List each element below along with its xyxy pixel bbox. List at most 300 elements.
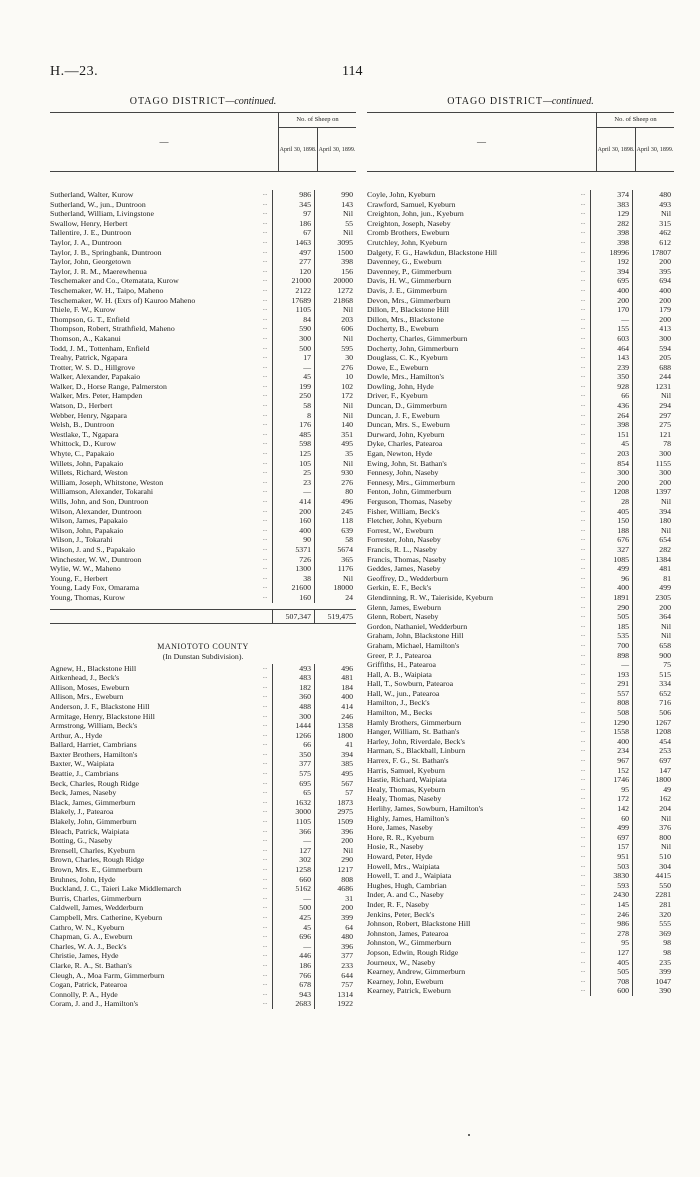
owner-name: Beck, James, Naseby xyxy=(50,788,117,798)
table-row xyxy=(50,487,356,497)
leader-dots: ... xyxy=(262,267,268,274)
leader-dots: ... xyxy=(262,373,268,380)
sheep-1899: Nil xyxy=(314,411,356,421)
sheep-1899: 658 xyxy=(632,641,674,651)
owner-name: Geoffrey, D., Wedderburn xyxy=(367,573,449,583)
sheep-1898: 377 xyxy=(272,759,314,769)
sheep-1898: 5371 xyxy=(272,545,314,555)
sheep-1899: 394 xyxy=(632,507,674,517)
sheep-1898: 464 xyxy=(590,344,632,354)
sheep-1899: 200 xyxy=(632,296,674,306)
sheep-1898: — xyxy=(272,942,314,952)
sheep-1898: 152 xyxy=(590,766,632,776)
leader-dots: ... xyxy=(580,977,586,984)
right-name-column-header: — xyxy=(477,137,486,147)
owner-name: Walker, Alexander, Papakaio xyxy=(50,372,141,382)
leader-dots: ... xyxy=(262,798,268,805)
sheep-1899: 297 xyxy=(632,411,674,421)
leader-dots: ... xyxy=(262,722,268,729)
table-row xyxy=(50,296,356,306)
table-row xyxy=(367,382,674,392)
sheep-1898: 239 xyxy=(590,363,632,373)
table-row xyxy=(50,574,356,584)
sheep-1898: 160 xyxy=(272,516,314,526)
sheep-1898: 188 xyxy=(590,526,632,536)
table-row xyxy=(50,248,356,258)
sheep-1899: 395 xyxy=(632,267,674,277)
owner-name: Bruhnes, John, Hyde xyxy=(50,874,116,884)
sheep-1899: 644 xyxy=(314,971,356,981)
leader-dots: ... xyxy=(580,478,586,485)
sheep-1898: 200 xyxy=(590,296,632,306)
table-row xyxy=(50,497,356,507)
table-row xyxy=(367,583,674,593)
leader-dots: ... xyxy=(580,459,586,466)
sheep-1898: 172 xyxy=(590,794,632,804)
owner-name: Wilson, John, Papakaio xyxy=(50,525,124,535)
sheep-1899: 2975 xyxy=(314,807,356,817)
sheep-1898: 726 xyxy=(272,555,314,565)
sheep-1899: 606 xyxy=(314,324,356,334)
leader-dots: ... xyxy=(580,440,586,447)
owner-name: Crutchley, John, Kyeburn xyxy=(367,237,448,247)
leader-dots: ... xyxy=(262,498,268,504)
owner-name: Agnew, H., Blackstone Hill xyxy=(50,663,137,673)
owner-name: Hosie, R., Naseby xyxy=(367,842,424,852)
sheep-1898: 575 xyxy=(272,769,314,779)
owner-name: Coram, J. and J., Hamilton's xyxy=(50,999,139,1009)
table-row xyxy=(50,740,356,750)
table-row xyxy=(367,487,674,497)
sheep-1899: 1272 xyxy=(314,286,356,296)
sheep-1899: 30 xyxy=(314,353,356,363)
table-row xyxy=(367,324,674,334)
sheep-1899: 510 xyxy=(632,852,674,862)
sheep-1899: 1176 xyxy=(314,564,356,574)
subtotal-1898: 507,347 xyxy=(272,610,314,623)
table-row xyxy=(367,842,674,852)
owner-name: Hughes, Hugh, Cambrian xyxy=(367,880,447,890)
sheep-1898: 192 xyxy=(590,257,632,267)
sheep-1898: 400 xyxy=(590,286,632,296)
table-row xyxy=(50,286,356,296)
leader-dots: ... xyxy=(580,661,586,668)
leader-dots: ... xyxy=(262,923,268,930)
leader-dots: ... xyxy=(580,833,586,840)
sheep-1898: 95 xyxy=(590,785,632,795)
leader-dots: ... xyxy=(580,824,586,831)
table-row xyxy=(367,986,674,996)
sheep-1899: 697 xyxy=(632,756,674,766)
owner-name: Dillon, Mrs., Blackstone xyxy=(367,314,444,324)
subtotal-1899: 519,475 xyxy=(314,610,356,623)
table-row xyxy=(50,721,356,731)
owner-name: Caldwell, James, Wedderburn xyxy=(50,903,144,913)
table-row xyxy=(50,344,356,354)
leader-dots: ... xyxy=(580,363,586,370)
sheep-1898: 394 xyxy=(590,267,632,277)
sheep-1899: 385 xyxy=(314,759,356,769)
sheep-1898: 425 xyxy=(272,913,314,923)
leader-dots: ... xyxy=(262,536,268,543)
owner-name: Blakely, John, Gimmerburn xyxy=(50,817,137,827)
sheep-1899: 396 xyxy=(314,827,356,837)
leader-dots: ... xyxy=(262,344,268,351)
sheep-1898: 1746 xyxy=(590,775,632,785)
owner-name: Durward, John, Kyeburn xyxy=(367,429,445,439)
owner-name: Todd, J. M., Tottenham, Enfield xyxy=(50,343,150,353)
owner-name: Fisher, William, Beck's xyxy=(367,506,440,516)
table-row xyxy=(367,900,674,910)
sheep-1899: 400 xyxy=(632,286,674,296)
owner-name: Teschemaker, W. H., Taipo, Maheno xyxy=(50,285,164,295)
owner-name: Kearney, Patrick, Eweburn xyxy=(367,986,451,996)
table-row xyxy=(50,468,356,478)
table-row xyxy=(50,673,356,683)
leader-dots: ... xyxy=(262,191,268,197)
sheep-1898: 125 xyxy=(272,449,314,459)
sheep-1899: Nil xyxy=(632,209,674,219)
sheep-1899: 200 xyxy=(632,603,674,613)
sheep-1899: 233 xyxy=(314,961,356,971)
leader-dots: ... xyxy=(262,392,268,399)
leader-dots: ... xyxy=(262,238,268,245)
table-row xyxy=(367,670,674,680)
sheep-1898: 500 xyxy=(272,344,314,354)
leader-dots: ... xyxy=(262,1000,268,1007)
leader-dots: ... xyxy=(262,961,268,968)
sheep-1898: 200 xyxy=(590,478,632,488)
owner-name: William, Joseph, Whitstone, Weston xyxy=(50,477,164,487)
owner-name: Hall, T., Sowburn, Patearoa xyxy=(367,679,454,689)
sheep-1898: 129 xyxy=(590,209,632,219)
sheep-1898: 45 xyxy=(590,439,632,449)
sheep-1899: Nil xyxy=(314,209,356,219)
leader-dots: ... xyxy=(262,904,268,911)
owner-name: Trotter, W. S. D., Hillgrove xyxy=(50,362,135,372)
leader-dots: ... xyxy=(262,952,268,959)
leader-dots: ... xyxy=(580,939,586,946)
leader-dots: ... xyxy=(580,238,586,245)
sheep-1898: 986 xyxy=(272,190,314,200)
owner-name: Watson, D., Herbert xyxy=(50,401,113,411)
owner-name: Graham, Michael, Hamilton's xyxy=(367,640,460,650)
leader-dots: ... xyxy=(580,680,586,687)
leader-dots: ... xyxy=(580,593,586,600)
table-row xyxy=(367,459,674,469)
owner-name: Davenney, P., Gimmerburn xyxy=(367,266,452,276)
owner-name: Chapman, G. A., Eweburn xyxy=(50,932,133,942)
table-row xyxy=(50,961,356,971)
table-row xyxy=(50,769,356,779)
sheep-1898: 590 xyxy=(272,324,314,334)
sheep-1899: 98 xyxy=(632,948,674,958)
sheep-1898: 8 xyxy=(272,411,314,421)
left-district-title: OTAGO DISTRICT—continued. xyxy=(129,96,277,107)
table-row xyxy=(50,535,356,545)
sheep-1899: Nil xyxy=(632,391,674,401)
table-row xyxy=(367,353,674,363)
left-column xyxy=(50,94,356,1154)
owner-name: Davis, H. W., Gimmerburn xyxy=(367,276,452,286)
sheep-1899: 58 xyxy=(314,535,356,545)
sheep-1899: 377 xyxy=(314,951,356,961)
sheep-1898: 398 xyxy=(590,228,632,238)
sheep-1898: 1208 xyxy=(590,487,632,497)
sheep-1899: 1800 xyxy=(314,731,356,741)
leader-dots: ... xyxy=(580,699,586,706)
table-row xyxy=(367,190,674,200)
sheep-1899: 5674 xyxy=(314,545,356,555)
sheep-1899: 694 xyxy=(632,276,674,286)
leader-dots: ... xyxy=(580,584,586,591)
owner-name: Hamly Brothers, Gimmerburn xyxy=(367,717,462,727)
sheep-1899: 294 xyxy=(632,401,674,411)
table-row xyxy=(367,564,674,574)
sheep-1898: 697 xyxy=(590,833,632,843)
sheep-1898: 18996 xyxy=(590,248,632,258)
table-row xyxy=(50,516,356,526)
table-row xyxy=(50,664,356,674)
sheep-1899: 688 xyxy=(632,363,674,373)
table-row xyxy=(50,865,356,875)
sheep-1898: 600 xyxy=(590,986,632,996)
owner-name: Fennesy, Mrs., Gimmerburn xyxy=(367,477,456,487)
leader-dots: ... xyxy=(262,674,268,681)
table-row xyxy=(50,683,356,693)
sheep-1899: 81 xyxy=(632,574,674,584)
table-row xyxy=(367,200,674,210)
sheep-1899: 496 xyxy=(314,664,356,674)
sheep-1899: 246 xyxy=(314,712,356,722)
sheep-1899: 1509 xyxy=(314,817,356,827)
leader-dots: ... xyxy=(580,862,586,869)
owner-name: Beck, Charles, Rough Ridge xyxy=(50,778,140,788)
sheep-1898: 246 xyxy=(590,910,632,920)
owner-name: Fenton, John, Gimmerburn xyxy=(367,487,452,497)
sheep-1898: 186 xyxy=(272,961,314,971)
owner-name: Ballard, Harriet, Cambrians xyxy=(50,740,137,750)
sheep-1898: 25 xyxy=(272,468,314,478)
sheep-1898: — xyxy=(272,363,314,373)
sheep-1899: 390 xyxy=(632,986,674,996)
owner-name: Kearney, John, Eweburn xyxy=(367,976,444,986)
leader-dots: ... xyxy=(580,267,586,274)
leader-dots: ... xyxy=(262,574,268,581)
table-row xyxy=(50,759,356,769)
owner-name: Crawford, Samuel, Kyeburn xyxy=(367,199,456,209)
sheep-1899: 235 xyxy=(632,958,674,968)
owner-name: Webber, Henry, Ngapara xyxy=(50,410,127,420)
leader-dots: ... xyxy=(262,760,268,767)
table-row xyxy=(367,411,674,421)
sheep-1899: 1397 xyxy=(632,487,674,497)
leader-dots: ... xyxy=(262,363,268,370)
leader-dots: ... xyxy=(580,373,586,380)
leader-dots: ... xyxy=(580,920,586,927)
sheep-1898: 176 xyxy=(272,420,314,430)
table-row xyxy=(367,823,674,833)
owner-name: Blakely, J., Patearoa xyxy=(50,807,114,817)
sheep-1898: 696 xyxy=(272,932,314,942)
leader-dots: ... xyxy=(580,814,586,821)
owner-name: Hall, W., jun., Patearoa xyxy=(367,688,440,698)
leader-dots: ... xyxy=(580,795,586,802)
owner-name: Willets, Richard, Weston xyxy=(50,468,128,478)
table-row xyxy=(50,903,356,913)
sheep-1898: 1558 xyxy=(590,727,632,737)
sheep-1899: 143 xyxy=(314,200,356,210)
owner-name: Egan, Newton, Hyde xyxy=(367,449,433,459)
left-name-column-header: — xyxy=(159,137,169,147)
sheep-1898: — xyxy=(272,836,314,846)
leader-dots: ... xyxy=(262,354,268,361)
sheep-1899: 462 xyxy=(632,228,674,238)
sheep-1899: Nil xyxy=(632,526,674,536)
sheep-1898: 500 xyxy=(272,903,314,913)
sheep-1898: 436 xyxy=(590,401,632,411)
sheep-1898: 414 xyxy=(272,497,314,507)
table-row xyxy=(50,923,356,933)
sheep-1899: 481 xyxy=(314,673,356,683)
owner-name: Harris, Samuel, Kyeburn xyxy=(367,765,445,775)
sheep-1898: 250 xyxy=(272,391,314,401)
sheep-1898: 660 xyxy=(272,875,314,885)
leader-dots: ... xyxy=(580,191,586,197)
leader-dots: ... xyxy=(262,913,268,920)
sheep-1898: 300 xyxy=(272,334,314,344)
sheep-1898: 142 xyxy=(590,804,632,814)
table-row xyxy=(367,631,674,641)
sheep-1899: 140 xyxy=(314,420,356,430)
leader-dots: ... xyxy=(262,488,268,495)
leader-dots: ... xyxy=(580,843,586,850)
leader-dots: ... xyxy=(580,718,586,725)
sheep-1899: 162 xyxy=(632,794,674,804)
owner-name: Duncan, D., Gimmerburn xyxy=(367,401,447,411)
owner-name: Inder, R. F., Naseby xyxy=(367,899,430,909)
table-row xyxy=(367,862,674,872)
sheep-1898: 300 xyxy=(272,712,314,722)
sheep-1898: 1258 xyxy=(272,865,314,875)
sheep-1899: 200 xyxy=(632,257,674,267)
owner-name: Johnston, W., Gimmerburn xyxy=(367,938,452,948)
table-row xyxy=(367,420,674,430)
sheep-1898: 366 xyxy=(272,827,314,837)
sheep-1899: Nil xyxy=(314,334,356,344)
leader-dots: ... xyxy=(262,411,268,418)
table-row xyxy=(367,344,674,354)
owner-name: Hall, A. B., Waipiata xyxy=(367,669,432,679)
owner-name: Campbell, Mrs. Catherine, Kyeburn xyxy=(50,912,163,922)
sheep-1898: 151 xyxy=(590,430,632,440)
owner-name: Highly, James, Hamilton's xyxy=(367,813,449,823)
owner-name: Journeux, W., Naseby xyxy=(367,957,436,967)
leader-dots: ... xyxy=(262,702,268,709)
owner-name: Davenney, G., Eweburn xyxy=(367,257,442,267)
owner-name: Swallow, Henry, Herbert xyxy=(50,218,128,228)
sheep-1899: 172 xyxy=(314,391,356,401)
owner-name: Driver, F., Kyeburn xyxy=(367,391,428,401)
leader-dots: ... xyxy=(580,392,586,399)
owner-name: Wilson, Alexander, Duntroon xyxy=(50,506,142,516)
sheep-1899: 399 xyxy=(632,967,674,977)
table-row xyxy=(50,507,356,517)
leader-dots: ... xyxy=(580,622,586,629)
table-row xyxy=(367,708,674,718)
leader-dots: ... xyxy=(262,440,268,447)
owner-name: Herlihy, James, Sowburn, Hamilton's xyxy=(367,804,484,813)
leader-dots: ... xyxy=(580,910,586,917)
sheep-1899: 595 xyxy=(314,344,356,354)
leader-dots: ... xyxy=(580,757,586,764)
sheep-1898: 95 xyxy=(590,938,632,948)
sheep-1898: 160 xyxy=(272,593,314,603)
owner-name: Wilson, James, Papakaio xyxy=(50,516,128,526)
table-row xyxy=(367,612,674,622)
table-row xyxy=(367,497,674,507)
right-table-header xyxy=(367,112,674,172)
leader-dots: ... xyxy=(580,334,586,341)
sheep-1898: 695 xyxy=(590,276,632,286)
right-sheep-header: No. of Sheep on xyxy=(597,113,674,128)
table-row xyxy=(367,794,674,804)
sheep-1899: 1208 xyxy=(632,727,674,737)
sheep-1898: 1444 xyxy=(272,721,314,731)
leader-dots: ... xyxy=(262,770,268,777)
table-row xyxy=(50,209,356,219)
owner-name: Beattie, J., Cambrians xyxy=(50,769,119,779)
sheep-1898: 1290 xyxy=(590,718,632,728)
owner-name: Young, Lady Fox, Omarama xyxy=(50,583,140,593)
owner-name: Burris, Charles, Gimmerburn xyxy=(50,893,142,903)
sheep-1898: 2430 xyxy=(590,890,632,900)
owner-name: Young, Thomas, Kurow xyxy=(50,592,125,602)
sheep-1898: 483 xyxy=(272,673,314,683)
leader-dots: ... xyxy=(580,689,586,696)
sheep-1898: 1632 xyxy=(272,798,314,808)
table-row xyxy=(367,958,674,968)
owner-name: Black, James, Gimmerburn xyxy=(50,797,136,807)
sheep-1898: 302 xyxy=(272,855,314,865)
table-row xyxy=(367,785,674,795)
sheep-1899: 102 xyxy=(314,382,356,392)
sheep-1899: 203 xyxy=(314,315,356,325)
leader-dots: ... xyxy=(580,987,586,994)
sheep-1898: 398 xyxy=(590,238,632,248)
leader-dots: ... xyxy=(580,565,586,572)
leader-dots: ... xyxy=(262,507,268,514)
sheep-1898: 1105 xyxy=(272,817,314,827)
leader-dots: ... xyxy=(262,584,268,591)
owner-name: Jopson, Edwin, Rough Ridge xyxy=(367,947,459,957)
table-row xyxy=(50,692,356,702)
owner-name: Kearney, Andrew, Gimmerburn xyxy=(367,967,466,977)
owner-name: Taylor, John, Georgetown xyxy=(50,257,131,267)
owner-name: Johnson, Robert, Blackstone Hill xyxy=(367,919,471,929)
owner-name: Dillon, P., Blackstone Hill xyxy=(367,305,449,315)
table-row xyxy=(50,913,356,923)
sheep-1899: 496 xyxy=(314,497,356,507)
table-row xyxy=(50,846,356,856)
sheep-1899: 414 xyxy=(314,702,356,712)
sheep-1898: 967 xyxy=(590,756,632,766)
sheep-1899: Nil xyxy=(314,459,356,469)
sheep-1898: 854 xyxy=(590,459,632,469)
leader-dots: ... xyxy=(580,651,586,658)
table-row xyxy=(50,779,356,789)
leader-dots: ... xyxy=(262,741,268,748)
